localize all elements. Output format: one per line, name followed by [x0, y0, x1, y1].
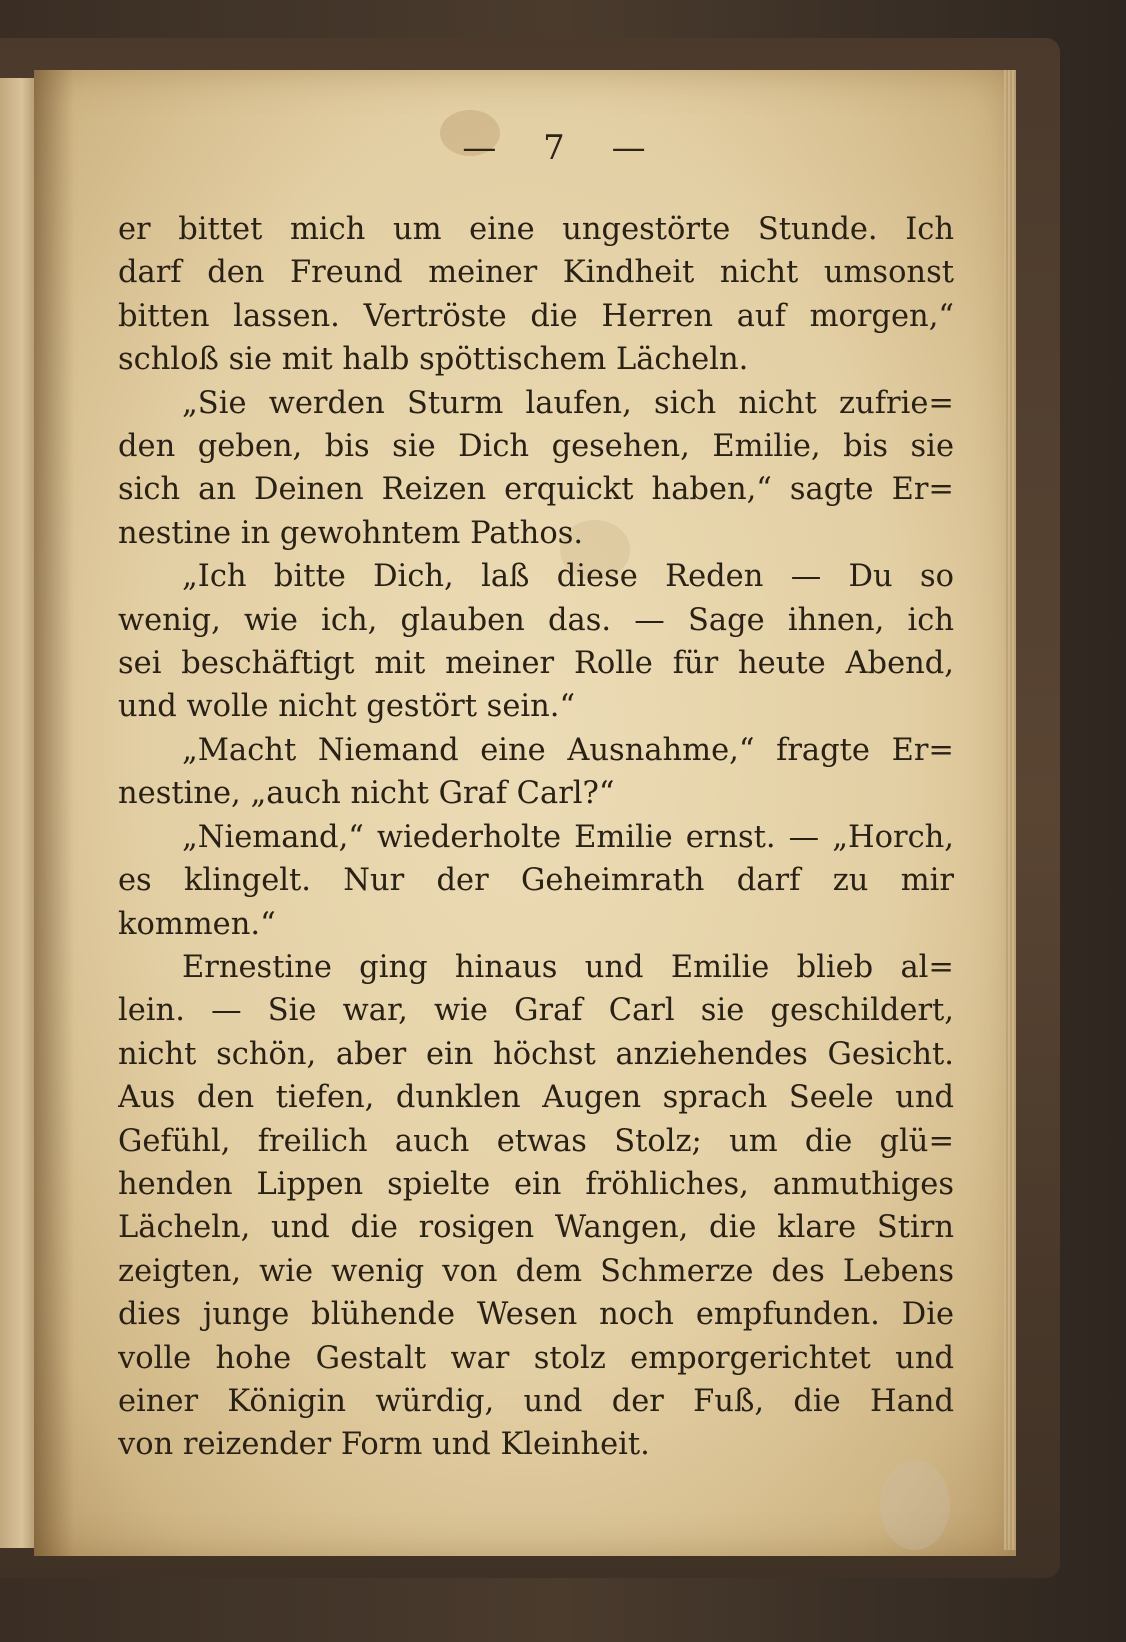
page-stack-edge	[1004, 70, 1016, 1550]
text-line: Lächeln, und die rosigen Wangen, die klare Stirn	[118, 1210, 954, 1246]
text-line: nestine in gewohntem Pathos.	[118, 515, 584, 551]
text-line: „Niemand,“ wiederholte Emilie ernst. — „Horch,	[182, 819, 954, 855]
text-line: und wolle nicht gestört sein.“	[118, 689, 576, 725]
text-line: nicht schön, aber ein höchst anziehendes Gesicht.	[118, 1036, 954, 1072]
text-line: wenig, wie ich, glauben das. — Sage ihnen, ich	[118, 602, 954, 638]
page-number-header: — 7 —	[462, 128, 664, 168]
text-line: Aus den tiefen, dunklen Augen sprach Seele und	[118, 1080, 954, 1116]
text-line: darf den Freund meiner Kindheit nicht umsonst	[118, 255, 954, 291]
text-line: nestine, „auch nicht Graf Carl?“	[118, 776, 615, 812]
page-body-text	[118, 208, 954, 1467]
text-line: zeigten, wie wenig von dem Schmerze des Lebens	[118, 1253, 954, 1289]
page-gutter-shadow	[34, 70, 74, 1556]
text-line: volle hohe Gestalt war stolz emporgerichtet und	[118, 1340, 954, 1376]
text-line: er bittet mich um eine ungestörte Stunde. Ich	[118, 212, 954, 247]
text-line: Gefühl, freilich auch etwas Stolz; um die glü=	[118, 1123, 954, 1159]
text-line: „Sie werden Sturm laufen, sich nicht zufrie=	[182, 385, 954, 421]
text-line: henden Lippen spielte ein fröhliches, anmuthiges	[118, 1166, 954, 1202]
text-line: bitten lassen. Vertröste die Herren auf morgen,“	[118, 298, 954, 334]
text-line: den geben, bis sie Dich gesehen, Emilie, bis sie	[118, 429, 954, 465]
text-line: schloß sie mit halb spöttischem Lächeln.	[118, 342, 749, 378]
text-line: kommen.“	[118, 906, 276, 942]
paper-stain	[880, 1460, 950, 1550]
text-line: es klingelt. Nur der Geheimrath darf zu mir	[118, 863, 954, 899]
text-line: „Macht Niemand eine Ausnahme,“ fragte Er=	[182, 732, 954, 768]
text-line: von reizender Form und Kleinheit.	[118, 1427, 650, 1463]
facing-page-edge	[0, 78, 36, 1548]
text-line: „Ich bitte Dich, laß diese Reden — Du so	[182, 559, 954, 595]
text-line: Ernestine ging hinaus und Emilie blieb al=	[182, 949, 954, 985]
text-line: einer Königin würdig, und der Fuß, die Hand	[118, 1383, 954, 1419]
text-line: sei beschäftigt mit meiner Rolle für heute Abend,	[118, 646, 954, 682]
text-line: dies junge blühende Wesen noch empfunden. Die	[118, 1297, 954, 1333]
text-line: sich an Deinen Reizen erquickt haben,“ sagte Er=	[118, 472, 954, 508]
text-line: lein. — Sie war, wie Graf Carl sie geschildert,	[118, 993, 954, 1029]
